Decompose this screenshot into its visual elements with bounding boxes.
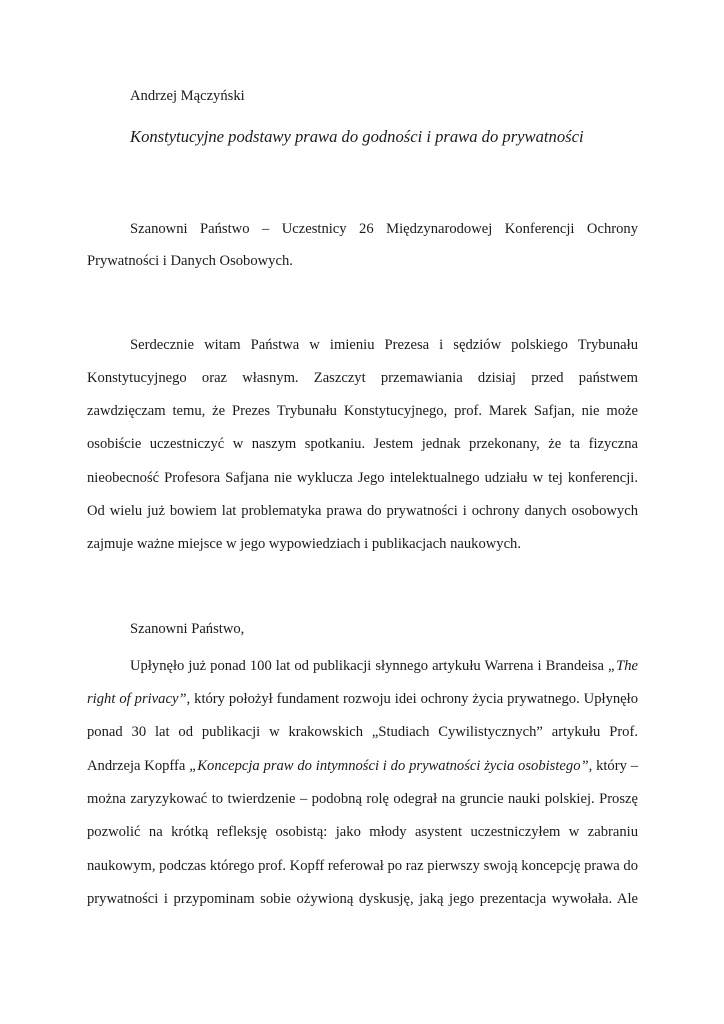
paragraph-3-line-3: ponad 30 lat od publikacji w krakowskich „Studiach Cywilistycznych” artykułu Prof.	[87, 724, 638, 740]
document-title: Konstytucyjne podstawy prawa do godności i prawa do prywatności	[130, 127, 584, 146]
paragraph-3-line-1	[130, 657, 638, 675]
paragraph-3-line-4	[87, 757, 638, 775]
paragraph-1-line-1: Szanowni Państwo – Uczestnicy 26 Międzynarodowej Konferencji Ochrony	[130, 221, 638, 237]
paragraph-2-line-6: Od wielu już bowiem lat problematyka prawa do prywatności i ochrony danych osobowych	[87, 503, 638, 519]
paragraph-2-line-3: zawdzięczam temu, że Prezes Trybunału Konstytucyjnego, prof. Marek Safjan, nie może	[87, 403, 638, 419]
paragraph-3-line-2-italic: right of privacy”	[87, 691, 187, 707]
paragraph-3-line-4-italic: „Koncepcja praw do intymności i do prywatności życia osobistego”,	[189, 758, 593, 774]
paragraph-2-line-5: nieobecność Profesora Safjana nie wyklucza Jego intelektualnego udziału w tej konferencji.	[87, 470, 638, 486]
paragraph-3-line-2-text: , który położył fundament rozwoju idei ochrony życia prywatnego. Upłynęło	[186, 691, 638, 707]
paragraph-2-line-2: Konstytucyjnego oraz własnym. Zaszczyt przemawiania dzisiaj przed państwem	[87, 370, 638, 386]
paragraph-2-line-1: Serdecznie witam Państwa w imieniu Prezesa i sędziów polskiego Trybunału	[130, 337, 638, 353]
paragraph-3-line-2	[87, 690, 638, 708]
paragraph-3-line-1-italic: „The	[607, 658, 638, 674]
paragraph-3-line-7: naukowym, podczas którego prof. Kopff referował po raz pierwszy swoją koncepcję prawa do	[87, 858, 638, 874]
paragraph-3-line-1-text: Upłynęło już ponad 100 lat od publikacji słynnego artykułu Warrena i Brandeisa	[130, 658, 608, 674]
paragraph-3-line-8: prywatności i przypominam sobie ożywioną dyskusję, jaką jego prezentacja wywołała. Ale	[87, 891, 638, 907]
paragraph-3-line-4-tail: który –	[592, 758, 639, 774]
paragraph-3-line-5: można zaryzykować to twierdzenie – podobną rolę odegrał na gruncie nauki polskiej. Proszę	[87, 791, 638, 807]
paragraph-2-line-7: zajmuje ważne miejsce w jego wypowiedziach i publikacjach naukowych.	[87, 536, 522, 552]
paragraph-1-line-2: Prywatności i Danych Osobowych.	[87, 253, 293, 269]
paragraph-3-line-6: pozwolić na krótką refleksję osobistą: jako młody asystent uczestniczyłem w zabraniu	[87, 824, 638, 840]
author-name: Andrzej Mączyński	[130, 88, 245, 104]
salutation: Szanowni Państwo,	[130, 621, 245, 637]
paragraph-3-line-4-text: Andrzeja Kopffa	[87, 758, 190, 774]
paragraph-2-line-4: osobiście uczestniczyć w naszym spotkaniu. Jestem jednak przekonany, że ta fizyczna	[87, 436, 638, 452]
